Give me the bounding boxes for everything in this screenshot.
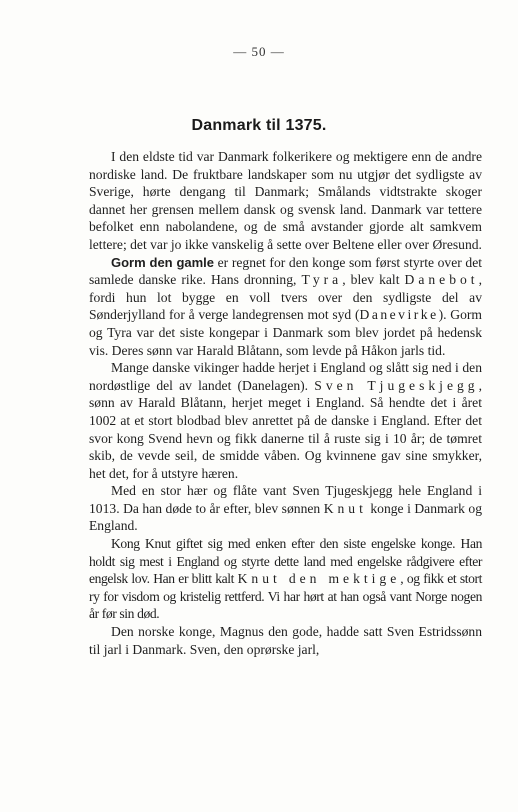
paragraph-4-text-1: Med en stor hær og flåte vant Sven Tjugeskjegg hele England i 1013. Da han døde to år efter, blev sønnen <box>89 483 482 516</box>
paragraph-6-text: Den norske konge, Magnus den gode, hadde satt Sven Estridssønn til jarl i Danmark. Sven, den oprørske jarl, <box>89 624 482 657</box>
paragraph-3-text-1: Mange danske vikinger hadde herjet i England og slått sig ned i den nordøstlige del av landet (Danelagen). <box>89 360 482 393</box>
body-text <box>89 148 482 658</box>
paragraph-2-text-4: ). Gorm og Tyra var det siste kongepar i Danmark som blev jordet på hedensk vis. Deres sønn var Harald Blåtann, som levde på Håkon jarls tid. <box>89 307 482 358</box>
paragraph-5-text-2: , og fikk et stort ry for visdom og kristelig rettferd. Vi har hørt at han også vant Norge nogen år før sin død. <box>89 571 482 622</box>
name-tyra: Tyra <box>301 272 343 288</box>
paragraph-2-text-1: er regnet for den konge som først styrte over det samlede danske rike. Hans dronning, <box>89 254 483 288</box>
paragraph-5-text-1: Kong Knut giftet sig med enken efter den siste engelske konge. Han holdt sig mest i England og styrte dette land med engelske rådgivere efter engelsk lov. Han er blitt kalt <box>89 536 482 587</box>
chapter-title: Danmark til 1375. <box>191 117 327 134</box>
paragraph-2-text-3: , fordi hun lot bygge en voll tvers over den sydligste del av Sønderjylland for å verge landegrensen mot syd ( <box>89 272 482 323</box>
name-danevirke: Danevirke <box>359 307 439 323</box>
paragraph-3-text-2: , sønn av Harald Blåtann, herjet meget i England. Så hendte det i året 1002 at et stort blodbad blev anrettet på de danske i England. Efter det svor kong Svend hevn og fikk danerne til å ruste sig i 10 år; de tømret skib, de vevde seil, de smidde våben. Og kvinnene gav sine smykker, het det, for å utstyre hæren. <box>89 377 482 481</box>
paragraph-1-text: I den eldste tid var Danmark folkerikere og mektigere enn de andre nordiske land. De fruktbare landskaper som nu utgjør det sydligste av Sverige, hørte dengang til Danmark; Smålands vidtstrakte skoger dannet her grensen mellem dansk og svensk land. Danmark var tettere befolket enn nabolandene, og de små avstander gjorde alt samkvem lettere; det var jo ikke vanskelig å sette over Beltene eller over Øresund. <box>89 149 482 252</box>
paragraph-5 <box>89 535 482 623</box>
name-knut-den-mektige: Knut den mektige <box>237 571 401 587</box>
paragraph-4 <box>89 482 482 535</box>
name-sven-tjugeskjegg: Sven Tjugeskjegg <box>314 377 479 393</box>
page-number: — 50 — <box>233 44 285 59</box>
name-knut: Knut <box>323 500 367 516</box>
gorm-heading: Gorm den gamle <box>111 254 215 270</box>
paragraph-3 <box>89 359 482 482</box>
paragraph-1 <box>89 148 482 254</box>
name-danebot: Danebot <box>404 272 479 288</box>
paragraph-4-text-2: konge i Danmark og England. <box>89 500 482 534</box>
paragraph-6 <box>89 623 482 658</box>
paragraph-2 <box>89 254 482 360</box>
paragraph-2-text-2: , blev kalt <box>342 272 405 288</box>
